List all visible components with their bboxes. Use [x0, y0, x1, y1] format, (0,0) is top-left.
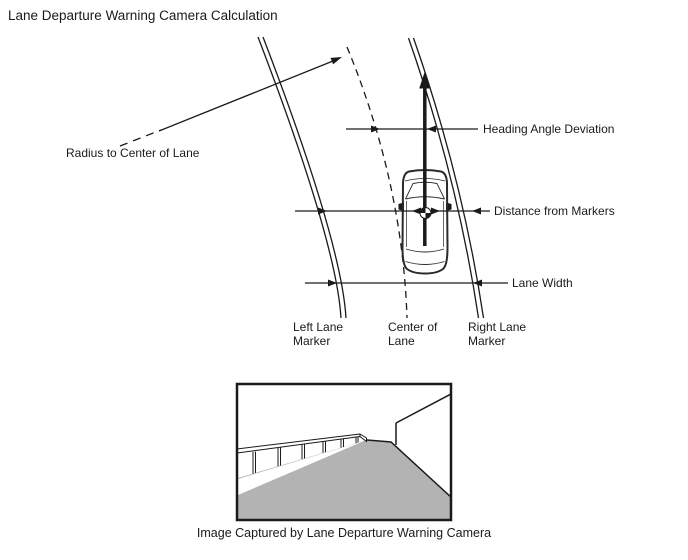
- heading-label: Heading Angle Deviation: [483, 122, 615, 136]
- figure-title: Lane Departure Warning Camera Calculation: [8, 8, 278, 23]
- heading-angle-dimension-line: [346, 126, 478, 133]
- right-lane-marker-label: Right Lane Marker: [468, 320, 527, 348]
- lane-width-label: Lane Width: [512, 276, 573, 290]
- radius-arrow: [120, 57, 342, 146]
- camera-image: [237, 384, 452, 520]
- center-of-lane-label: Center of Lane: [388, 320, 438, 348]
- left-lane-marker-line: [258, 37, 346, 318]
- radius-label: Radius to Center of Lane: [66, 146, 200, 160]
- center-of-lane-line: [347, 47, 407, 318]
- vehicle-center-dot: [420, 208, 431, 219]
- radius-arrowhead-icon: [331, 57, 343, 64]
- distance-label: Distance from Markers: [494, 204, 615, 218]
- camera-image-caption: Image Captured by Lane Departure Warning Camera: [196, 526, 492, 540]
- left-lane-marker-label: Left Lane Marker: [293, 320, 344, 348]
